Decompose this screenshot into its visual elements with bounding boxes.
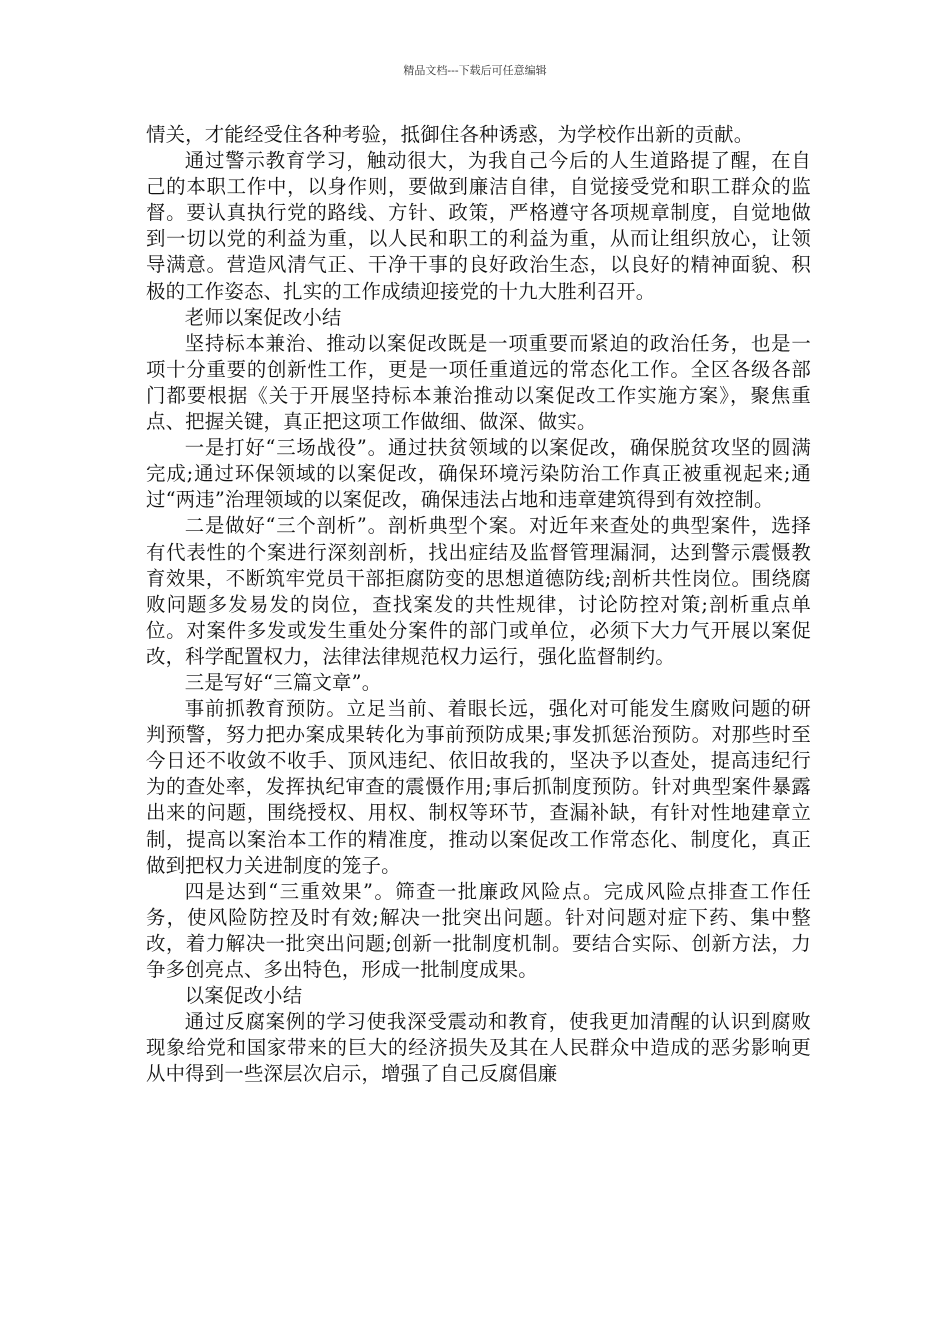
- paragraph: 四是达到“三重效果”。筛查一批廉政风险点。完成风险点排查工作任务，使风险防控及时有效;解决一批突出问题。针对问题对症下药、集中整改，着力解决一批突出问题;创新一批制度机制。要结合实际、创新方法，力争多创亮点、多出特色，形成一批制度成果。: [146, 879, 811, 981]
- paragraph: 通过反腐案例的学习使我深受震动和教育，使我更加清醒的认识到腐败现象给党和国家带来的巨大的经济损失及其在人民群众中造成的恶劣影响更从中得到一些深层次启示，增强了自己反腐倡廉: [146, 1010, 811, 1086]
- paragraph: 通过警示教育学习，触动很大，为我自己今后的人生道路提了醒，在自己的本职工作中，以身作则，要做到廉洁自律，自觉接受党和职工群众的监督。要认真执行党的路线、方针、政策，严格遵守各项规章制度，自觉地做到一切以党的利益为重，以人民和职工的利益为重，从而让组织放心，让领导满意。营造风清气正、干净干事的良好政治生态，以良好的精神面貌、积极的工作姿态、扎实的工作成绩迎接党的十九大胜利召开。: [146, 149, 811, 303]
- paragraph: 二是做好“三个剖析”。剖析典型个案。对近年来查处的典型案件，选择有代表性的个案进行深刻剖析，找出症结及监督管理漏洞，达到警示震慑教育效果，不断筑牢党员干部拒腐防变的思想道德防线;剖析共性岗位。围绕腐败问题多发易发的岗位，查找案发的共性规律，讨论防控对策;剖析重点单位。对案件多发或发生重处分案件的部门或单位，必须下大力气开展以案促改，科学配置权力，法律法律规范权力运行，强化监督制约。: [146, 514, 811, 668]
- paragraph: 事前抓教育预防。立足当前、着眼长远，强化对可能发生腐败问题的研判预警，努力把办案成果转化为事前预防成果;事发抓惩治预防。对那些时至今日还不收敛不收手、顶风违纪、依旧故我的，坚决予以查处，提高违纪行为的查处率，发挥执纪审查的震慑作用;事后抓制度预防。针对典型案件暴露出来的问题，围绕授权、用权、制权等环节，查漏补缺，有针对性地建章立制，提高以案治本工作的精准度，推动以案促改工作常态化、制度化，真正做到把权力关进制度的笼子。: [146, 697, 811, 877]
- section-heading: 以案促改小结: [184, 984, 303, 1008]
- paragraph: 一是打好“三场战役”。通过扶贫领域的以案促改，确保脱贫攻坚的圆满完成;通过环保领域的以案促改，确保环境污染防治工作真正被重视起来;通过“两违”治理领域的以案促改，确保违法占地和违章建筑得到有效控制。: [146, 436, 811, 512]
- section-heading: 老师以案促改小结: [184, 305, 342, 329]
- page-header: 精品文档---下载后可任意编辑: [403, 64, 547, 77]
- document-body: [146, 122, 811, 1087]
- paragraph: 坚持标本兼治、推动以案促改既是一项重要而紧迫的政治任务，也是一项十分重要的创新性工作，更是一项任重道远的常态化工作。全区各级各部门都要根据《关于开展坚持标本兼治推动以案促改工作实施方案》，聚焦重点、把握关键，真正把这项工作做细、做深、做实。: [146, 331, 811, 434]
- paragraph-continuation: 情关，才能经受住各种考验，抵御住各种诱惑，为学校作出新的贡献。: [146, 123, 754, 146]
- section-heading: 三是写好“三篇文章”。: [184, 670, 382, 694]
